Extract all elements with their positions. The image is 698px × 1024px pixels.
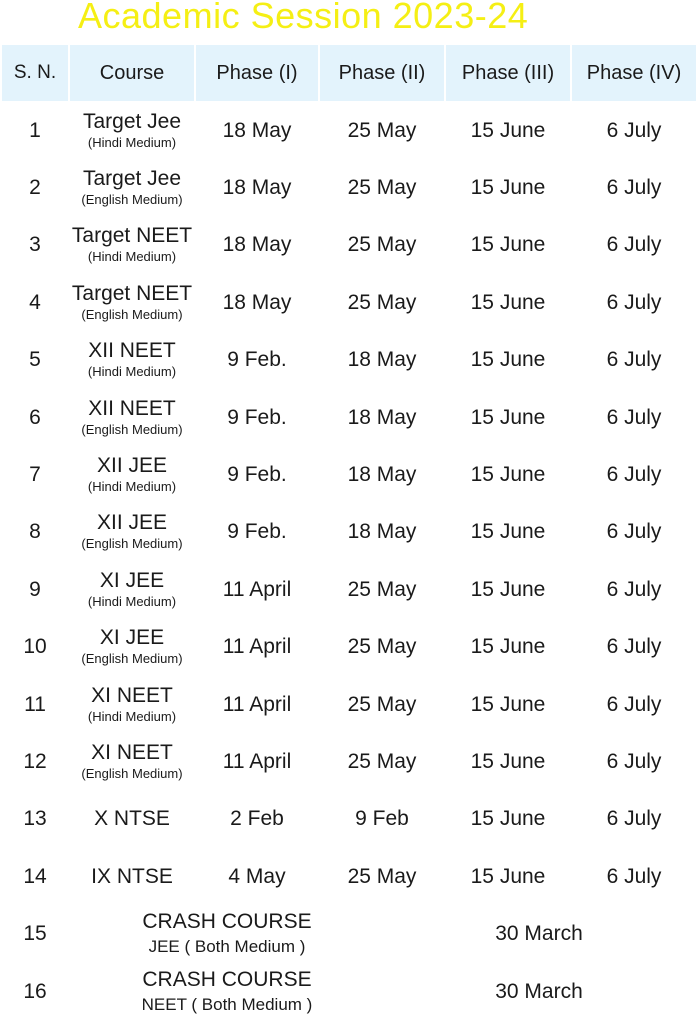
phase-2-date <box>320 676 444 733</box>
row-course <box>70 217 194 274</box>
phase-1-date <box>196 389 318 446</box>
crash-course <box>122 963 332 1020</box>
phase-4-date-text: 6 July <box>606 577 662 601</box>
phase-3-date <box>446 561 570 618</box>
row-sn <box>2 791 68 848</box>
phase-1-date-text: 2 Feb <box>230 807 284 831</box>
phase-4-date <box>572 619 696 676</box>
row-sn-text: 5 <box>29 348 41 372</box>
phase-3-date <box>446 791 570 848</box>
row-sn <box>2 848 68 905</box>
phase-2-date-text: 18 May <box>347 405 417 429</box>
phase-1-date-text: 11 April <box>222 692 292 716</box>
row-course <box>70 102 194 159</box>
phase-2-date <box>320 733 444 790</box>
course-medium: (Hindi Medium) <box>87 249 177 265</box>
header-sn: S. N. <box>13 62 57 83</box>
phase-2-date-text: 25 May <box>347 118 417 142</box>
phase-4-date <box>572 332 696 389</box>
table-row-crash <box>2 906 696 963</box>
phase-2-date-text: 25 May <box>347 864 417 888</box>
phase-4-date-text: 6 July <box>606 348 662 372</box>
course-name: XII NEET <box>88 396 176 420</box>
phase-4-date <box>572 848 696 905</box>
header-phase-1: Phase (I) <box>216 61 298 84</box>
phase-3-date-text: 15 June <box>470 175 546 199</box>
phase-3-date <box>446 619 570 676</box>
phase-3-date <box>446 217 570 274</box>
row-course <box>70 274 194 331</box>
phase-1-date <box>196 446 318 503</box>
phase-3-date <box>446 848 570 905</box>
course-medium: (English Medium) <box>81 191 183 207</box>
phase-4-date-text: 6 July <box>606 807 662 831</box>
row-sn-text: 13 <box>23 807 47 831</box>
phase-1-date <box>196 102 318 159</box>
row-course <box>70 159 194 216</box>
course-name: X NTSE <box>94 807 170 831</box>
phase-2-date <box>320 848 444 905</box>
phase-1-date-text: 9 Feb. <box>227 405 287 429</box>
phase-3-date <box>446 389 570 446</box>
row-course <box>70 848 194 905</box>
phase-4-date <box>572 274 696 331</box>
row-course <box>70 619 194 676</box>
phase-4-date <box>572 389 696 446</box>
phase-2-date <box>320 389 444 446</box>
row-sn-text: 4 <box>29 290 41 314</box>
crash-course <box>122 906 332 963</box>
phase-4-date-text: 6 July <box>606 462 662 486</box>
row-sn <box>2 332 68 389</box>
row-sn-text: 15 <box>23 922 47 946</box>
phase-4-date-text: 6 July <box>606 405 662 429</box>
phase-3-date-text: 15 June <box>470 290 546 314</box>
phase-4-date <box>572 504 696 561</box>
course-medium: (English Medium) <box>81 651 183 667</box>
course-name: Target Jee <box>82 109 182 133</box>
row-sn-text: 3 <box>29 233 41 257</box>
course-name: IX NTSE <box>91 864 173 888</box>
course-medium: (English Medium) <box>81 536 183 552</box>
crash-course-name: CRASH COURSE <box>142 967 312 991</box>
row-sn <box>2 906 68 963</box>
table-row <box>2 676 696 733</box>
phase-1-date <box>196 619 318 676</box>
row-sn-text: 12 <box>23 749 47 773</box>
row-course <box>70 389 194 446</box>
phase-1-date <box>196 848 318 905</box>
phase-4-date <box>572 733 696 790</box>
page-title: Academic Session 2023-24 <box>78 0 529 36</box>
phase-4-date <box>572 446 696 503</box>
phase-1-date <box>196 676 318 733</box>
phase-3-date-text: 15 June <box>470 462 546 486</box>
row-sn-text: 6 <box>29 405 41 429</box>
row-sn <box>2 274 68 331</box>
course-medium: (Hindi Medium) <box>87 364 177 380</box>
phase-1-date <box>196 561 318 618</box>
phase-1-date-text: 9 Feb. <box>227 520 287 544</box>
row-sn <box>2 217 68 274</box>
phase-3-date-text: 15 June <box>470 348 546 372</box>
phase-3-date-text: 15 June <box>470 577 546 601</box>
row-sn-text: 16 <box>23 979 47 1003</box>
phase-3-date <box>446 102 570 159</box>
phase-4-date <box>572 102 696 159</box>
course-name: XII JEE <box>96 453 168 477</box>
table-row <box>2 159 696 216</box>
course-name: Target Jee <box>82 166 182 190</box>
table-row <box>2 102 696 159</box>
phase-2-date-text: 25 May <box>347 233 417 257</box>
phase-2-date-text: 9 Feb <box>355 807 409 831</box>
row-sn-text: 8 <box>29 520 41 544</box>
table-row <box>2 791 696 848</box>
course-medium: (Hindi Medium) <box>87 478 177 494</box>
course-medium: (English Medium) <box>81 306 183 322</box>
table-row <box>2 848 696 905</box>
crash-date-text: 30 March <box>495 922 583 946</box>
table-row <box>2 274 696 331</box>
phase-3-date <box>446 446 570 503</box>
phase-1-date-text: 4 May <box>228 864 286 888</box>
row-sn <box>2 733 68 790</box>
phase-4-date-text: 6 July <box>606 864 662 888</box>
row-sn <box>2 504 68 561</box>
row-sn <box>2 561 68 618</box>
table-row <box>2 446 696 503</box>
phase-4-date-text: 6 July <box>606 233 662 257</box>
row-course <box>70 561 194 618</box>
phase-1-date <box>196 159 318 216</box>
phase-1-date-text: 18 May <box>222 118 292 142</box>
row-course <box>70 332 194 389</box>
header-phase-2: Phase (II) <box>338 61 426 84</box>
phase-4-date <box>572 159 696 216</box>
phase-2-date-text: 25 May <box>347 290 417 314</box>
phase-2-date-text: 18 May <box>347 462 417 486</box>
table-row <box>2 619 696 676</box>
phase-4-date-text: 6 July <box>606 520 662 544</box>
phase-4-date-text: 6 July <box>606 749 662 773</box>
row-sn-text: 1 <box>29 118 41 142</box>
row-sn <box>2 963 68 1020</box>
phase-1-date <box>196 733 318 790</box>
phase-2-date <box>320 446 444 503</box>
row-sn-text: 11 <box>24 692 46 716</box>
row-sn <box>2 619 68 676</box>
row-sn-text: 9 <box>29 577 41 601</box>
row-course <box>70 676 194 733</box>
phase-2-date <box>320 791 444 848</box>
phase-1-date-text: 18 May <box>222 175 292 199</box>
course-medium: (Hindi Medium) <box>87 593 177 609</box>
table-row <box>2 389 696 446</box>
phase-1-date <box>196 217 318 274</box>
row-course <box>70 504 194 561</box>
table-row <box>2 561 696 618</box>
phase-3-date <box>446 332 570 389</box>
row-sn-text: 2 <box>29 175 41 199</box>
row-sn-text: 7 <box>29 462 41 486</box>
phase-2-date-text: 25 May <box>347 577 417 601</box>
course-medium: (Hindi Medium) <box>87 708 177 724</box>
phase-2-date <box>320 102 444 159</box>
table-row <box>2 217 696 274</box>
phase-4-date <box>572 561 696 618</box>
phase-4-date-text: 6 July <box>606 290 662 314</box>
phase-1-date <box>196 504 318 561</box>
phase-3-date <box>446 504 570 561</box>
table-header <box>2 45 696 101</box>
header-phase-3: Phase (III) <box>461 61 555 84</box>
phase-1-date <box>196 791 318 848</box>
phase-3-date-text: 15 June <box>470 635 546 659</box>
course-name: XI JEE <box>99 626 165 650</box>
phase-3-date-text: 15 June <box>470 807 546 831</box>
row-course <box>70 791 194 848</box>
phase-3-date-text: 15 June <box>470 692 546 716</box>
row-sn-text: 10 <box>23 635 47 659</box>
phase-4-date <box>572 676 696 733</box>
phase-1-date <box>196 274 318 331</box>
course-name: XI NEET <box>91 683 173 707</box>
phase-4-date-text: 6 July <box>606 692 662 716</box>
phase-2-date <box>320 332 444 389</box>
row-sn <box>2 446 68 503</box>
phase-2-date <box>320 274 444 331</box>
phase-1-date <box>196 332 318 389</box>
phase-3-date <box>446 676 570 733</box>
phase-1-date-text: 18 May <box>222 290 292 314</box>
header-phase-4: Phase (IV) <box>586 61 682 84</box>
course-name: XI NEET <box>91 740 173 764</box>
row-course <box>70 446 194 503</box>
phase-1-date-text: 11 April <box>222 577 292 601</box>
table-row <box>2 504 696 561</box>
row-sn <box>2 102 68 159</box>
phase-3-date-text: 15 June <box>470 520 546 544</box>
row-course <box>70 733 194 790</box>
phase-1-date-text: 9 Feb. <box>227 348 287 372</box>
header-course: Course <box>99 61 165 84</box>
phase-2-date-text: 18 May <box>347 348 417 372</box>
course-medium: (Hindi Medium) <box>87 134 177 150</box>
course-name: Target NEET <box>71 224 193 248</box>
phase-3-date <box>446 159 570 216</box>
phase-4-date-text: 6 July <box>606 175 662 199</box>
phase-3-date <box>446 733 570 790</box>
phase-2-date-text: 18 May <box>347 520 417 544</box>
crash-date <box>446 963 632 1020</box>
row-sn <box>2 676 68 733</box>
phase-2-date-text: 25 May <box>347 749 417 773</box>
phase-1-date-text: 11 April <box>222 749 292 773</box>
phase-2-date <box>320 561 444 618</box>
phase-2-date <box>320 504 444 561</box>
crash-date-text: 30 March <box>495 979 583 1003</box>
phase-4-date-text: 6 July <box>606 635 662 659</box>
course-medium: (English Medium) <box>81 421 183 437</box>
phase-4-date-text: 6 July <box>606 118 662 142</box>
course-name: XI JEE <box>99 568 165 592</box>
phase-3-date-text: 15 June <box>470 749 546 773</box>
phase-3-date-text: 15 June <box>470 233 546 257</box>
crash-course-medium: JEE ( Both Medium ) <box>148 937 306 957</box>
crash-date <box>446 906 632 963</box>
course-medium: (English Medium) <box>81 765 183 781</box>
phase-3-date <box>446 274 570 331</box>
course-name: XII NEET <box>88 339 176 363</box>
phase-2-date <box>320 619 444 676</box>
row-sn-text: 14 <box>23 864 47 888</box>
phase-3-date-text: 15 June <box>470 864 546 888</box>
phase-2-date <box>320 217 444 274</box>
phase-1-date-text: 18 May <box>222 233 292 257</box>
crash-course-name: CRASH COURSE <box>142 910 312 934</box>
table-row-crash <box>2 963 696 1020</box>
phase-3-date-text: 15 June <box>470 405 546 429</box>
row-sn <box>2 159 68 216</box>
table-row <box>2 733 696 790</box>
phase-4-date <box>572 217 696 274</box>
phase-2-date-text: 25 May <box>347 692 417 716</box>
phase-4-date <box>572 791 696 848</box>
phase-3-date-text: 15 June <box>470 118 546 142</box>
row-sn <box>2 389 68 446</box>
crash-course-medium: NEET ( Both Medium ) <box>141 994 313 1014</box>
phase-2-date-text: 25 May <box>347 175 417 199</box>
phase-1-date-text: 9 Feb. <box>227 462 287 486</box>
course-name: XII JEE <box>96 511 168 535</box>
phase-2-date <box>320 159 444 216</box>
phase-2-date-text: 25 May <box>347 635 417 659</box>
phase-1-date-text: 11 April <box>222 635 292 659</box>
table-row <box>2 332 696 389</box>
course-name: Target NEET <box>71 281 193 305</box>
